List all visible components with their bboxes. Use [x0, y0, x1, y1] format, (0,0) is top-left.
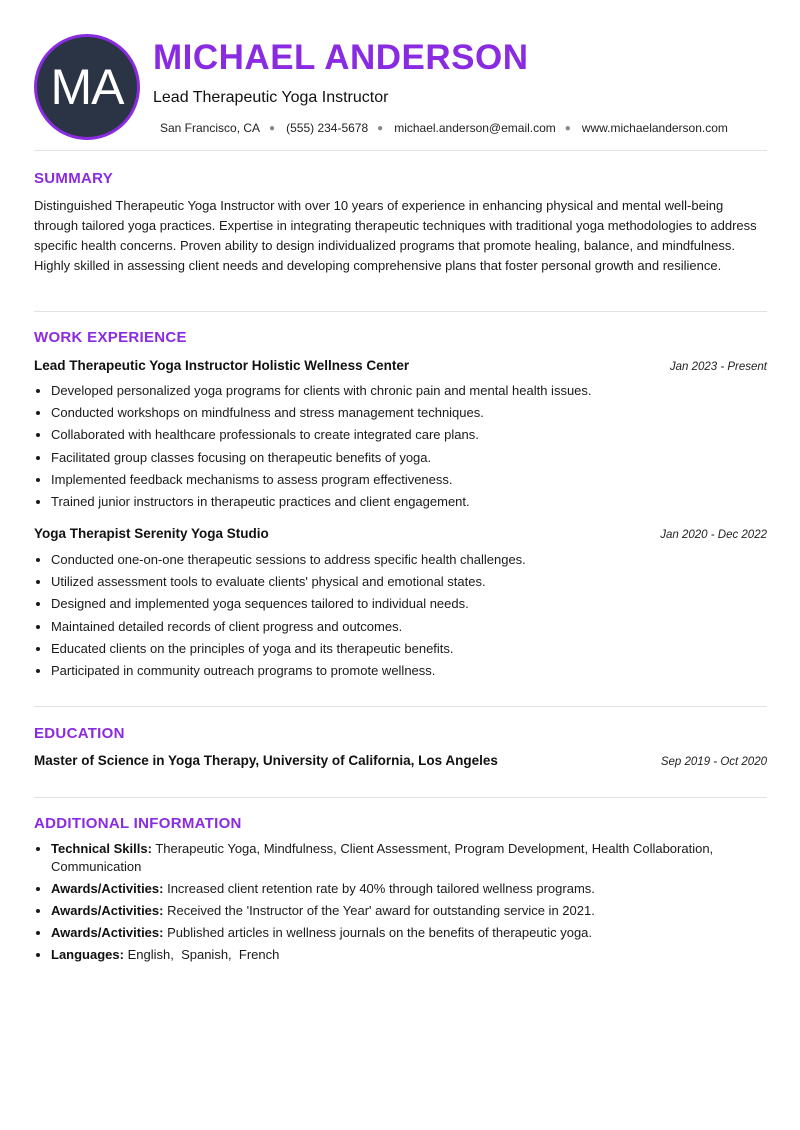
list-item	[51, 880, 751, 898]
education-dates: Sep 2019 - Oct 2020	[660, 756, 767, 768]
list-item: • Maintained detailed records of client progress and outcomes.	[51, 616, 767, 638]
job-dates: Jan 2020 - Dec 2022	[660, 529, 767, 541]
info-text: Received the 'Instructor of the Year' award for outstanding service in 2021.	[167, 903, 595, 918]
list-item	[51, 924, 751, 942]
education-entry	[34, 753, 767, 768]
info-text: Increased client retention rate by 40% through tailored wellness programs.	[167, 881, 595, 896]
education-degree: Master of Science in Yoga Therapy, University of California, Los Angeles	[34, 753, 498, 768]
section-title-summary: SUMMARY	[34, 170, 114, 187]
info-label: Languages:	[51, 947, 124, 962]
divider	[34, 706, 767, 707]
separator-dot-icon: ●	[564, 122, 571, 134]
info-text: Therapeutic Yoga, Mindfulness, Client Assessment, Program Development, Health Collaboration, Communication	[51, 841, 714, 874]
list-item	[51, 902, 751, 920]
section-title-education: EDUCATION	[34, 725, 125, 742]
avatar	[34, 34, 140, 140]
section-title-additional: ADDITIONAL INFORMATION	[34, 815, 242, 832]
list-item: • Educated clients on the principles of yoga and its therapeutic benefits.	[51, 638, 767, 660]
job-title: Yoga Therapist Serenity Yoga Studio	[34, 526, 269, 541]
list-item: • Facilitated group classes focusing on therapeutic benefits of yoga.	[51, 447, 767, 469]
divider	[34, 797, 767, 798]
list-item: • Implemented feedback mechanisms to assess program effectiveness.	[51, 469, 767, 491]
list-item	[51, 840, 751, 876]
contact-line	[160, 121, 728, 135]
job-dates: Jan 2023 - Present	[669, 361, 767, 373]
contact-phone: (555) 234-5678	[286, 121, 369, 135]
job-bullets	[34, 549, 767, 682]
list-item: • Conducted workshops on mindfulness and stress management techniques.	[51, 402, 767, 424]
info-text: English, Spanish, French	[127, 947, 280, 962]
contact-email[interactable]: michael.anderson@email.com	[394, 121, 556, 135]
list-item: • Participated in community outreach programs to promote wellness.	[51, 660, 767, 682]
list-item: • Developed personalized yoga programs for clients with chronic pain and mental health issues.	[51, 380, 767, 402]
contact-location: San Francisco, CA	[160, 121, 261, 135]
job-bullets	[34, 380, 767, 513]
summary-text: Distinguished Therapeutic Yoga Instructor with over 10 years of experience in enhancing physical and mental well-being through tailored yoga practices. Expertise in integrating therapeutic techniques with traditional yoga methodologies to address specific health concerns. Proven ability to design individualized programs that promote healing, balance, and mindfulness. Highly skilled in assessing client needs and developing comprehensive plans that foster personal growth and resilience.	[34, 198, 757, 273]
job-header	[34, 358, 767, 373]
list-item: • Utilized assessment tools to evaluate clients' physical and emotional states.	[51, 571, 767, 593]
info-label: Awards/Activities:	[51, 903, 164, 918]
divider	[34, 311, 767, 312]
avatar-initials: MA	[50, 59, 124, 115]
info-label: Awards/Activities:	[51, 925, 164, 940]
additional-info-list	[34, 840, 751, 968]
job-title: Lead Therapeutic Yoga Instructor Holistic Wellness Center	[34, 358, 410, 373]
list-item	[51, 946, 751, 964]
info-label: Awards/Activities:	[51, 881, 164, 896]
section-title-experience: WORK EXPERIENCE	[34, 329, 187, 346]
contact-website[interactable]: www.michaelanderson.com	[581, 121, 728, 135]
list-item: • Trained junior instructors in therapeutic practices and client engagement.	[51, 491, 767, 513]
list-item: • Conducted one-on-one therapeutic sessions to address specific health challenges.	[51, 549, 767, 571]
candidate-name: MICHAEL ANDERSON	[153, 38, 529, 77]
info-label: Technical Skills:	[51, 841, 152, 856]
list-item: • Designed and implemented yoga sequences tailored to individual needs.	[51, 593, 767, 615]
separator-dot-icon: ●	[377, 122, 384, 134]
divider	[34, 150, 767, 151]
separator-dot-icon: ●	[269, 122, 276, 134]
list-item: • Collaborated with healthcare professionals to create integrated care plans.	[51, 424, 767, 446]
candidate-role: Lead Therapeutic Yoga Instructor	[153, 89, 389, 106]
job-header	[34, 526, 767, 541]
info-text: Published articles in wellness journals on the benefits of therapeutic yoga.	[167, 925, 593, 940]
